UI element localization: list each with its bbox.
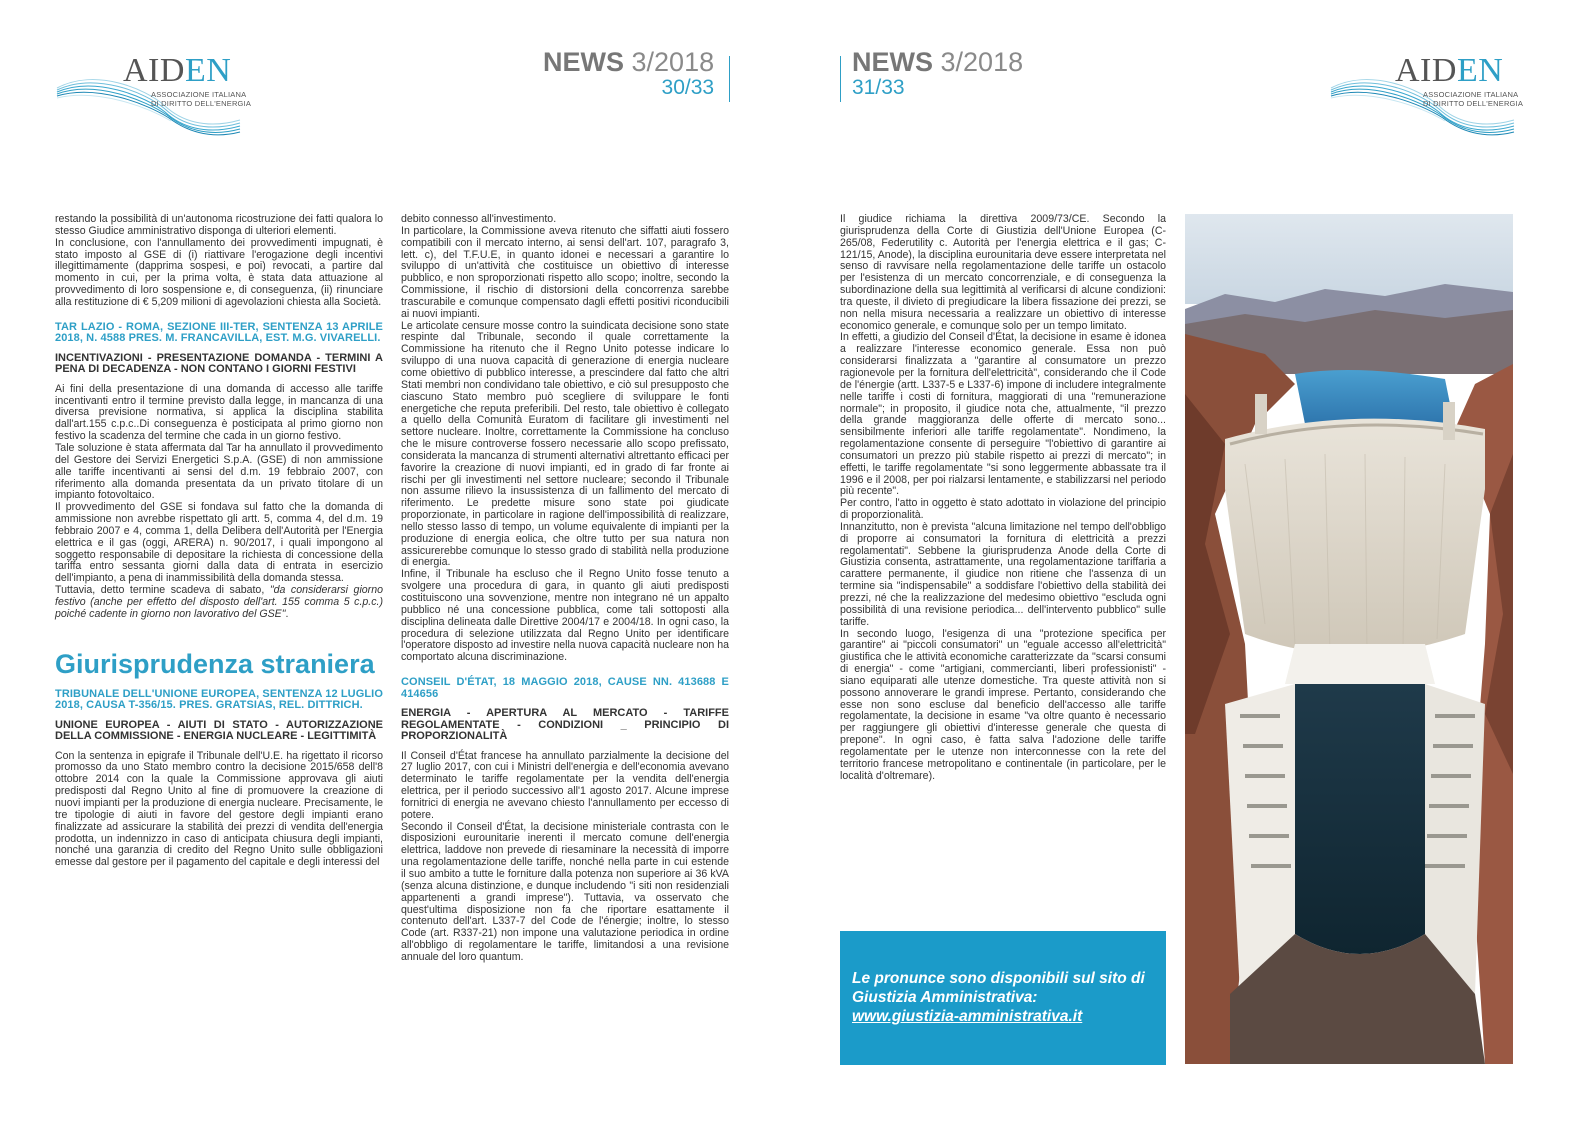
paragraph: Ai fini della presentazione di una domanda di accesso alle tariffe incentivanti entro il termine previsto dalla legge, in mancanza di una diversa previsione normativa, si applica la disciplina stabilita dall'art.155 c.p.c..Di conseguenza è posticipata al primo giorno non festivo la scadenza del termine che cada in un giorno festivo. <box>55 382 383 443</box>
section-title: Giurisprudenza straniera <box>55 648 375 679</box>
availability-text: Le pronunce sono disponibili sul sito di Giustizia Amministrativa: <box>852 970 1145 1006</box>
logo-name: AIDEN <box>1395 52 1504 89</box>
news-header-right: NEWS 3/2018 31/33 <box>852 47 1024 99</box>
case-heading: CONSEIL D'ÉTAT, 18 MAGGIO 2018, CAUSE NN. 413688 E 414656 <box>401 676 729 700</box>
paragraph: In effetti, a giudizio del Conseil d'État, la decisione in esame è idonea a realizzare l'interesse economico generale. Essa non può considerarsi finalizzata a "garantire al consumatore un prezzo ragionevole per la fornitura dell'elettricità", considerando che il Code de l'énergie (artt. L337-5 e L337-6) impone di includere integralmente nelle tariffe i costi di fornitura, maggiorati di una "remunerazione normale"; in proposito, il giudice nota che, attualmente, "il prezzo della grande maggioranza delle offerte di mercato sono... sensibilmente inferiori alle tariffe regolamentate". Nondimeno, la regolamentazione consente di perseguire "l'obiettivo di garantire ai consumatori un prezzo più stabile rispetto ai prezzi di mercato"; in effetti, le tariffe regolamentate "si sono leggermente abbassate tra il 1996 e il 2008, per poi rialzarsi lentamente, e stabilizzarsi nel periodo più recente". <box>840 331 1166 498</box>
paragraph: Innanzitutto, non è prevista "alcuna limitazione nel tempo dell'obbligo di proporre ai consumatori la fornitura di elettricità a prezzi regolamentati". Sebbene la giurisprudenza Anode della Corte di Giustizia consenta, astrattamente, una regolamentazione tariffaria a carattere permanente, il giudice non ritiene che l'assenza di un termine sia "indispensabile" a soddisfare l'obiettivo della stabilità dei prezzi, né che la realizzazione del medesimo obiettivo "escluda ogni possibilità di una revisione periodica... dell'intervento pubblico" sulle tariffe. <box>840 520 1166 628</box>
column-1 <box>55 214 383 869</box>
topic-heading: ENERGIA - APERTURA AL MERCATO - TARIFFE REGOLAMENTATE - CONDIZIONI _ PRINCIPIO DI PROPORZIONALITÀ <box>401 707 729 743</box>
aiden-logo <box>55 48 255 138</box>
header-divider <box>729 56 730 102</box>
paragraph: debito connesso all'investimento. <box>401 213 557 225</box>
availability-box <box>840 931 1166 1065</box>
paragraph: Le articolate censure mosse contro la suindicata decisione sono state respinte dal Tribunale, secondo il quale correttamente la Commissione ha ritenuto che il Regno Unito potesse indicare lo sviluppo di una nuova capacità di generazione di energia nucleare come obiettivo di pubblico interesse, a prescindere dal fatto che altri Stati membri non condividano tale obiettivo, e ciò sul presupposto che ciascuno Stato membro può scegliere di sviluppare le fonti energetiche che reputa preferibili. Del resto, tale obiettivo è collegato a quello della Comunità Euratom di facilitare gli investimenti nel settore nucleare. Inoltre, correttamente la Commissione ha concluso che le misure controverse fossero necessarie allo scopo prefissato, considerata la mancanza di strumenti alternativi altrettanto efficaci per favorire la creazione di nuovi impianti, ed in grado di far fronte ai rischi per gli investimenti nel settore nucleare; secondo il Tribunale non assume rilievo la insussistenza di un fallimento del mercato di riferimento. Le predette misure sono state poi giudicate proporzionate, in particolare in ragione dell'impossibilità di realizzare, nello stesso lasso di tempo, un volume equivalente di impianti per la produzione di energia eolica, che oltre tutto per sua natura non assicurerebbe comunque lo stesso grado di stabilità nella produzione di energia. <box>401 319 730 569</box>
page-left <box>0 0 793 1123</box>
paragraph: In secondo luogo, l'esigenza di una "protezione specifica per garantire" ai "piccoli consumatori" un "eguale accesso all'elettricità" giustifica che le attività economiche caratterizzate da "scarsi consumi di energia" - come "artigiani, commercianti, liberi professionisti" - siano equiparati alle utenze domestiche. Tra queste attività non si possono annoverare le grandi imprese. Pertanto, considerando che esse non sono escluse dal beneficio dell'accesso alle tariffe regolamentate, la decisione in esame "va oltre quanto è necessario per raggiungere gli obiettivi d'interesse generale che questa di prepone". In ogni caso, è fatta salva l'adozione delle tariffe regolamentate per le utenze non interconnesse con la rete del territorio francese metropolitano e continentale (in particolare, per le località d'oltremare). <box>840 627 1166 782</box>
paragraph: In particolare, la Commissione aveva ritenuto che siffatti aiuti fossero compatibili con il mercato interno, ai sensi dell'art. 107, paragrafo 3, lett. c), del T.F.U.E, in quanto idonei e necessari a garantire lo sviluppo di un'attività che costituisce un obiettivo di interesse pubblico, e non sproporzionati rispetto allo scopo; inoltre, secondo la Commissione, il rischio di distorsioni della concorrenza sarebbe trascurabile e comunque compensato dagli effetti positivi riconducibili ai nuovi impianti. <box>401 224 729 320</box>
logo-subtitle: ASSOCIAZIONE ITALIANA DI DIRITTO DELL'ENERGIA <box>151 90 252 108</box>
page-number: 31/33 <box>852 76 905 99</box>
paragraph: Infine, il Tribunale ha escluso che il Regno Unito fosse tenuto a svolgere una procedura di gara, in quanto gli aiuti predisposti costituiscono una sovvenzione, mentre non integrano né un appalto pubblico né una concessione pubblica, come tali sottoposti alla disciplina delineata dalle Direttive 2004/17 e 2004/18. In ogni caso, la procedura di selezione utilizzata dal Regno Unito per identificare l'operatore disposto ad investire nella nuova capacità nucleare non ha comportato alcuna discriminazione. <box>401 568 729 664</box>
logo-subtitle: ASSOCIAZIONE ITALIANA DI DIRITTO DELL'ENERGIA <box>1423 90 1524 108</box>
paragraph: restando la possibilità di un'autonoma ricostruzione dei fatti qualora lo stesso Giudice amministrativo disponga di ulteriori elementi. <box>55 213 383 237</box>
header-divider <box>840 56 841 102</box>
paragraph: Secondo il Conseil d'État, la decisione ministeriale contrasta con le disposizioni eurounitarie inerenti il mercato comune dell'energia elettrica, laddove non prevede di riesaminare la necessità di imporre una regolamentazione delle tariffe, nonché nella parte in cui estende il suo ambito a tutte le forniture dalla potenza non superiore ai 36 kVA (senza alcuna distinzione, e dunque includendo "i siti non residenziali appartenenti a grandi imprese"). Tuttavia, va osservato che quest'ultima disposizione non fa che riportare esattamente il contenuto dell'art. L337-7 del Code de l'énergie; inoltre, lo stesso Code (art. R337-21) non impone una valutazione periodica in ordine all'obbligo di regolamentare le tariffe, limitandosi a una revisione annuale del loro quantum. <box>401 820 729 963</box>
paragraph: Tuttavia, detto termine scadeva di sabato, "da considerarsi giorno festivo (anche per effetto del disposto dell'art. 155 comma 5 c.p.c.) poiché cadente in giorno non lavorativo del GSE". <box>55 584 383 620</box>
paragraph: In conclusione, con l'annullamento dei provvedimenti impugnati, è stato imposto al GSE di (i) riattivare l'erogazione degli incentivi illegittimamente (dapprima sospesi, e poi) revocati, a partire dal momento in cui, per la prima volta, è stata data attuazione al provvedimento di loro sospensione e, di conseguenza, (ii) rinunciare alla restituzione di € 5,209 milioni di agevolazioni chiesta alla Società. <box>55 236 383 308</box>
case-heading: TAR LAZIO - ROMA, SEZIONE III-TER, SENTENZA 13 APRILE 2018, N. 4588 PRES. M. FRANCAVILLA, EST. M.G. VIVARELLI. <box>55 320 383 345</box>
topic-heading: INCENTIVAZIONI - PRESENTAZIONE DOMANDA - TERMINI A PENA DI DECADENZA - NON CONTANO I GIORNI FESTIVI <box>55 351 383 376</box>
topic-heading: UNIONE EUROPEA - AIUTI DI STATO - AUTORIZZAZIONE DELLA COMMISSIONE - ENERGIA NUCLEARE - LEGITTIMITÀ <box>55 718 383 743</box>
dam-photo <box>1185 214 1513 1064</box>
paragraph: Il Conseil d'État francese ha annullato parzialmente la decisione del 27 luglio 2017, con cui i Ministri dell'energia e dell'economia avevano determinato le tariffe regolamentate per la vendita dell'energia elettrica, per il periodo successivo all'1 agosto 2017. Alcune imprese fornitrici di energia ne avevano chiesto l'annullamento per eccesso di potere. <box>401 749 729 821</box>
column-2 <box>401 214 729 964</box>
page-right <box>794 0 1587 1123</box>
logo-name: AIDEN <box>123 52 232 89</box>
paragraph: Il giudice richiama la direttiva 2009/73/CE. Secondo la giurisprudenza della Corte di Giustizia dell'Unione Europea (C-265/08, Federutility c. Autorità per l'energia elettrica e il gas; C-121/15, Anode), la disciplina eurounitaria deve essere interpretata nel senso di ravvisare nella regolamentazione delle tariffe un ostacolo per l'esistenza di un mercato concorrenziale, e di conseguenza la subordinazione della sua legittimità al verificarsi di alcune condizioni: tra queste, il divieto di pregiudicare la libera fissazione dei prezzi, se non nella misura necessaria a realizzare un obiettivo di interesse economico generale, e comunque solo per un tempo limitato. <box>840 213 1166 332</box>
paragraph: Per contro, l'atto in oggetto è stato adottato in violazione del principio di proporzionalità. <box>840 497 1166 522</box>
page-number: 30/33 <box>661 76 715 99</box>
aiden-logo <box>1329 48 1529 138</box>
paragraph: Il provvedimento del GSE si fondava sul fatto che la domanda di ammissione non avrebbe rispettato gli artt. 5, comma 4, del d.m. 19 febbraio 2007 e 4, comma 1, della Delibera dell'Autorità per l'Energia elettrica e il gas (oggi, ARERA) n. 90/2017, i quali impongono al soggetto responsabile di depositare la richiesta di concessione della tariffa entro sessanta giorni dalla data di entrata in esercizio dell'impianto, a pena di inammissibilità della domanda stessa. <box>55 501 383 585</box>
paragraph: Tale soluzione è stata affermata dal Tar ha annullato il provvedimento del Gestore dei Servizi Energetici S.p.A. (GSE) di non ammissione alle tariffe incentivanti ai sensi del d.m. 19 febbraio 2007, con riferimento alla domanda presentata da un privato titolare di un impianto fotovoltaico. <box>55 441 383 502</box>
dam-photo-icon <box>1185 214 1513 1064</box>
case-heading: TRIBUNALE DELL'UNIONE EUROPEA, SENTENZA 12 LUGLIO 2018, CAUSA T-356/15. PRES. GRATSIAS, REL. DITTRICH. <box>55 687 383 712</box>
giustizia-amministrativa-link[interactable]: www.giustizia-amministrativa.it <box>852 1008 1083 1025</box>
column-3 <box>840 214 1166 783</box>
paragraph: Con la sentenza in epigrafe il Tribunale dell'U.E. ha rigettato il ricorso promosso da uno Stato membro contro la decisione 2015/658 dell'8 ottobre 2014 con la quale la Commissione approvava gli aiuti predisposti dal Regno Unito al fine di promuovere la creazione di nuovi impianti per la produzione di energia nucleare. Precisamente, le tre tipologie di aiuti in favore del gestore degli impianti erano finalizzate ad assicurare la stabilità dei prezzi di vendita dell'energia prodotta, un indennizzo in caso di anticipata chiusura degli impianti, nonché una garanzia di credito del Regno Unito sulle obbligazioni emesse dal gestore per il pagamento del capitale e degli interessi del <box>55 749 383 869</box>
news-header-left: NEWS 3/2018 30/33 <box>543 47 715 99</box>
